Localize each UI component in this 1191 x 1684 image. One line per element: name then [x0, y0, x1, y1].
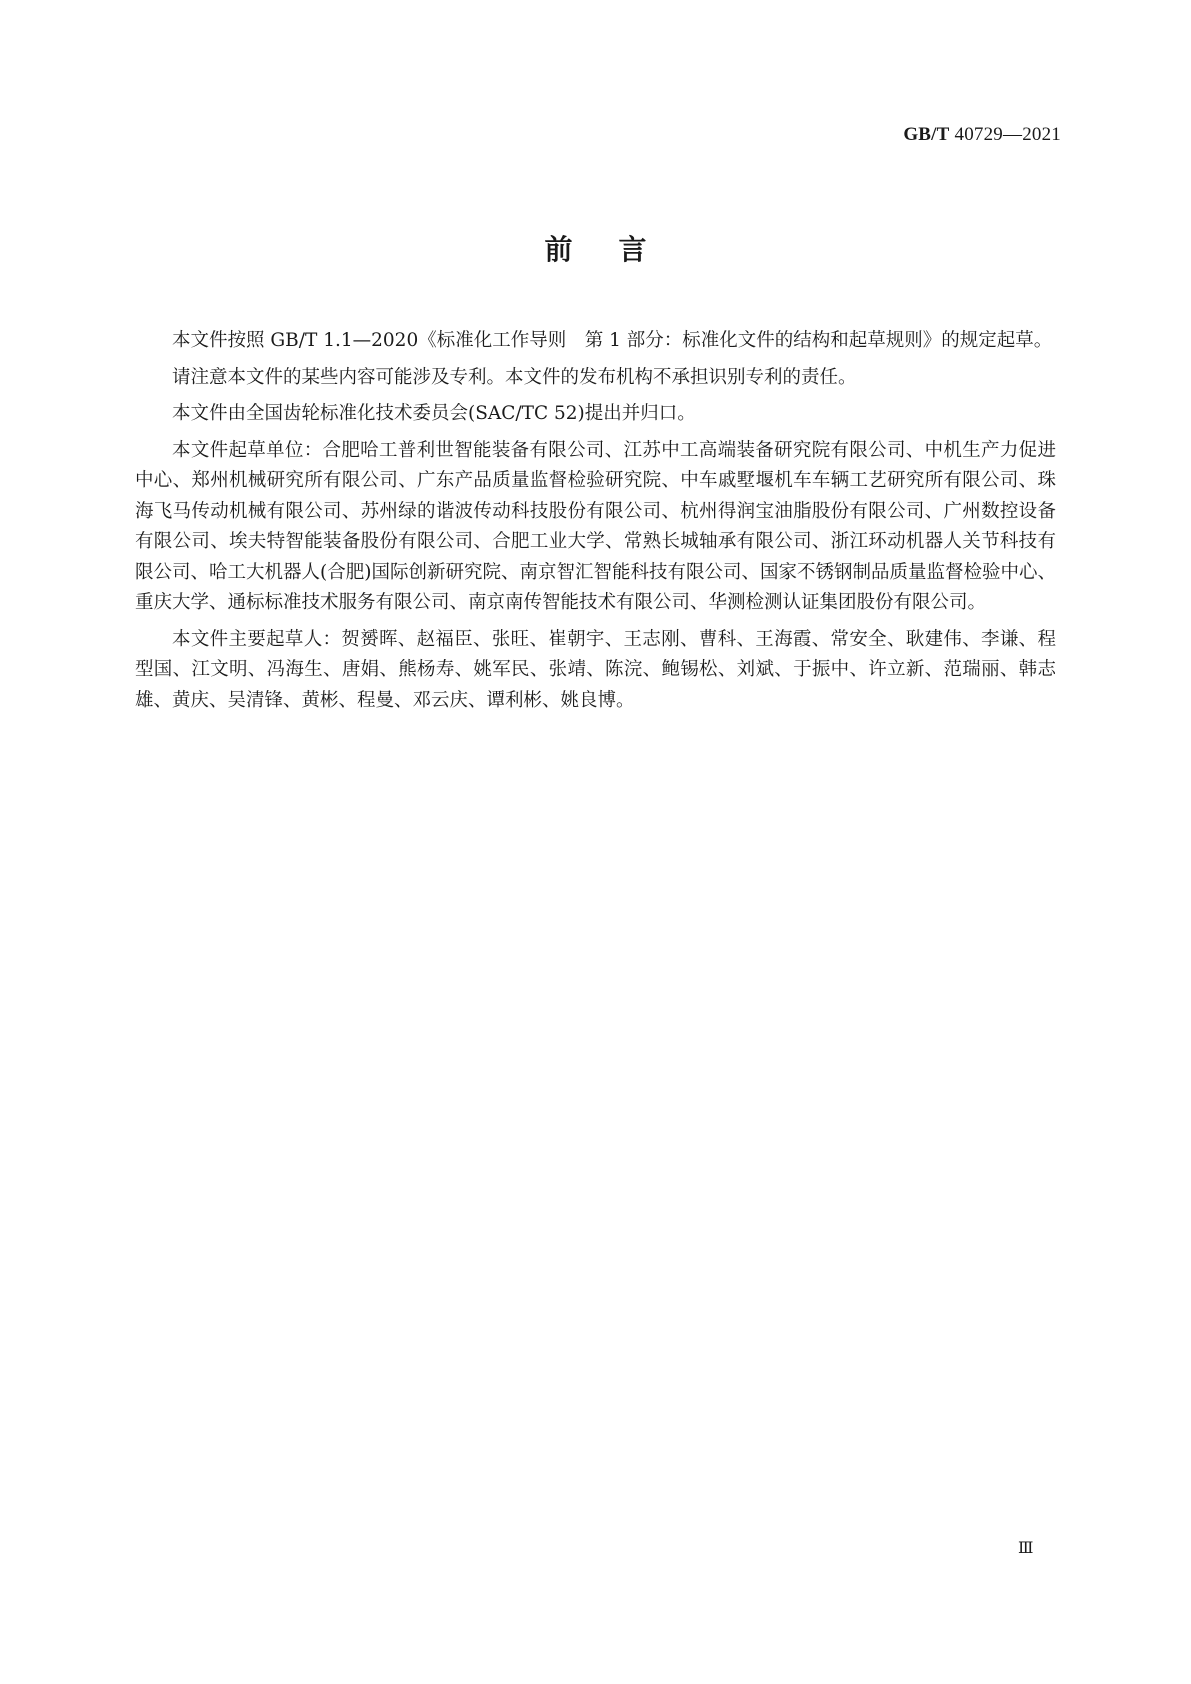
- paragraph-drafting-basis: 本文件按照 GB/T 1.1—2020《标准化工作导则 第 1 部分：标准化文件的结构和起草规则》的规定起草。: [172, 330, 1053, 351]
- paragraph-patent-notice: 请注意本文件的某些内容可能涉及专利。本文件的发布机构不承担识别专利的责任。: [172, 366, 857, 388]
- foreword-body: [135, 326, 1056, 722]
- standard-prefix: GB/T: [903, 124, 950, 145]
- paragraph-drafting-units: 本文件起草单位：合肥哈工普利世智能装备有限公司、江苏中工高端装备研究院有限公司、中机生产力促进中心、郑州机械研究所有限公司、广东产品质量监督检验研究院、中车戚墅堰机车车辆工艺研究所有限公司、珠海飞马传动机械有限公司、苏州绿的谐波传动科技股份有限公司、杭州得润宝油脂股份有限公司、广州数控设备有限公司、埃夫特智能装备股份有限公司、合肥工业大学、常熟长城轴承有限公司、浙江环动机器人关节科技有限公司、哈工大机器人(合肥)国际创新研究院、南京智汇智能科技有限公司、国家不锈钢制品质量监督检验中心、重庆大学、通标标准技术服务有限公司、南京南传智能技术有限公司、华测检测认证集团股份有限公司。: [135, 439, 1056, 613]
- standard-number: 40729—2021: [954, 124, 1061, 145]
- paragraph-drafters: 本文件主要起草人：贺赟晖、赵福臣、张旺、崔朝宇、王志刚、曹科、王海霞、常安全、耿建伟、李谦、程型国、江文明、冯海生、唐娟、熊杨寿、姚军民、张靖、陈浣、鲍锡松、刘斌、于振中、许立新、范瑞丽、韩志雄、黄庆、吴清锋、黄彬、程曼、邓云庆、谭利彬、姚良博。: [135, 628, 1056, 711]
- paragraph-proposer: 本文件由全国齿轮标准化技术委员会(SAC/TC 52)提出并归口。: [172, 403, 696, 424]
- page-title: 前言: [544, 233, 693, 266]
- standard-code: [903, 124, 1061, 146]
- page-number: Ⅲ: [1018, 1540, 1034, 1557]
